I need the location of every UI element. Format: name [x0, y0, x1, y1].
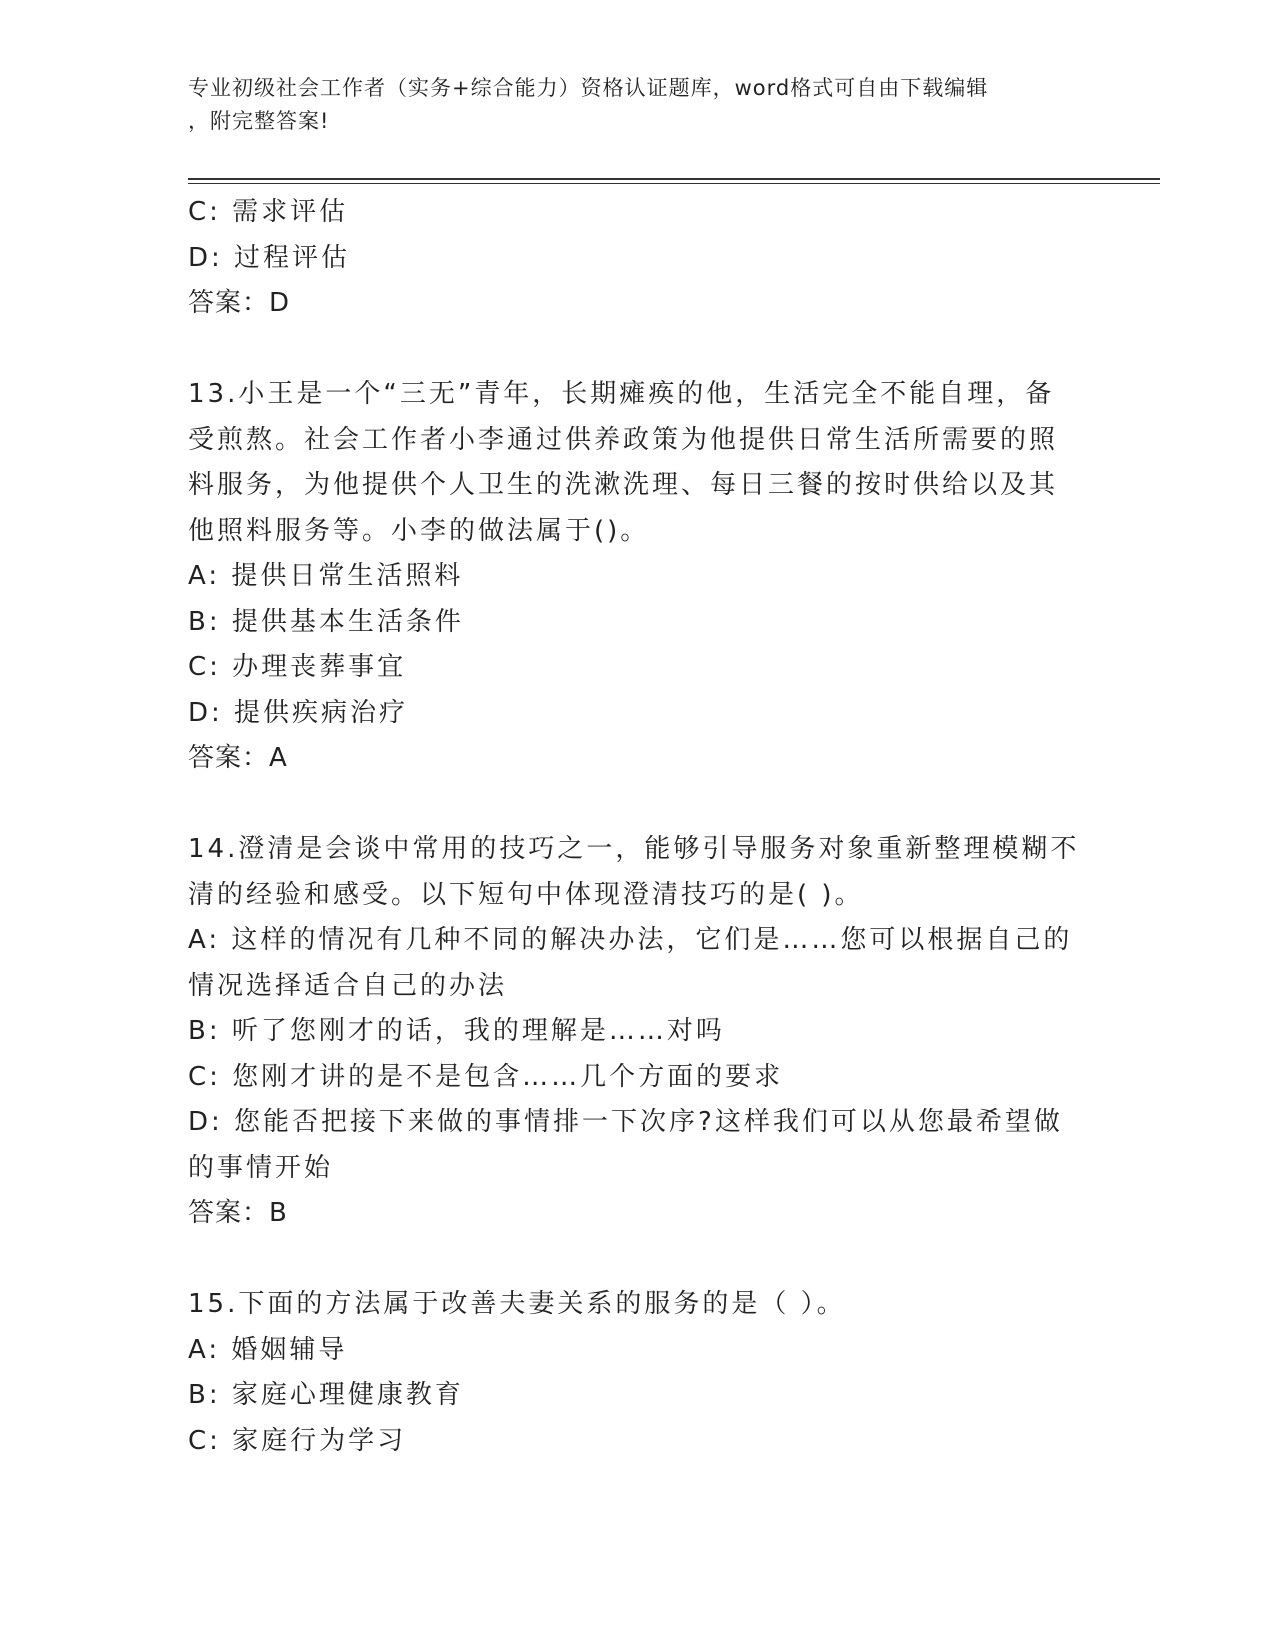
- answer-line: 答案：B: [188, 1198, 288, 1228]
- question-text-line: 清的经验和感受。以下短句中体现澄清技巧的是( )。: [188, 879, 864, 910]
- question-text-line: 他照料服务等。小李的做法属于()。: [188, 515, 650, 546]
- question-12-tail: [188, 190, 1088, 327]
- spacer: [188, 782, 1088, 828]
- answer-line: 答案：D: [188, 288, 291, 318]
- question-15: [188, 1282, 1088, 1464]
- option-a: A: 婚姻辅导: [188, 1334, 348, 1365]
- question-13: [188, 372, 1088, 782]
- option-c: C: 您刚才讲的是不是包含……几个方面的要求: [188, 1061, 784, 1092]
- question-text-line: 13.小王是一个“三无”青年，长期瘫痪的他，生活完全不能自理，备: [188, 379, 1055, 409]
- option-c: C: 办理丧葬事宜: [188, 652, 407, 682]
- option-a: A: 这样的情况有几种不同的解决办法，它们是……您可以根据自己的: [188, 925, 1073, 955]
- option-b: B: 家庭心理健康教育: [188, 1380, 464, 1410]
- option-b: B: 听了您刚才的话，我的理解是……对吗: [188, 1016, 725, 1046]
- header-line-2: ，附完整答案!: [188, 109, 330, 133]
- option-d: D: 提供疾病治疗: [188, 697, 409, 728]
- question-text-line: 受煎熬。社会工作者小李通过供养政策为他提供日常生活所需要的照: [188, 424, 1059, 455]
- header-line-1: 专业初级社会工作者（实务+综合能力）资格认证题库，word格式可自由下载编辑: [188, 76, 989, 100]
- option-c: C: 需求评估: [188, 197, 349, 227]
- answer-line: 答案：A: [188, 743, 288, 773]
- option-b: B: 提供基本生活条件: [188, 606, 464, 637]
- option-a: A: 提供日常生活照料: [188, 561, 464, 591]
- question-text-line: 14.澄清是会谈中常用的技巧之一，能够引导服务对象重新整理模糊不: [188, 834, 1080, 864]
- option-d: D: 过程评估: [188, 242, 351, 273]
- header-rule-thick: [188, 178, 1160, 180]
- header-rule-thin: [188, 183, 1160, 184]
- option-a-continued: 情况选择适合自己的办法: [188, 970, 508, 1001]
- spacer: [188, 327, 1088, 373]
- question-content: [188, 190, 1088, 1464]
- option-d-continued: 的事情开始: [188, 1152, 334, 1183]
- question-text-line: 料服务，为他提供个人卫生的洗漱洗理、每日三餐的按时供给以及其: [188, 470, 1059, 500]
- option-c: C: 家庭行为学习: [188, 1425, 407, 1456]
- question-14: [188, 827, 1088, 1237]
- option-d: D: 您能否把接下来做的事情排一下次序?这样我们可以从您最希望做: [188, 1107, 1063, 1137]
- question-text-line: 15.下面的方法属于改善夫妻关系的服务的是（ ）。: [188, 1289, 846, 1319]
- document-header: [188, 72, 1088, 138]
- spacer: [188, 1237, 1088, 1283]
